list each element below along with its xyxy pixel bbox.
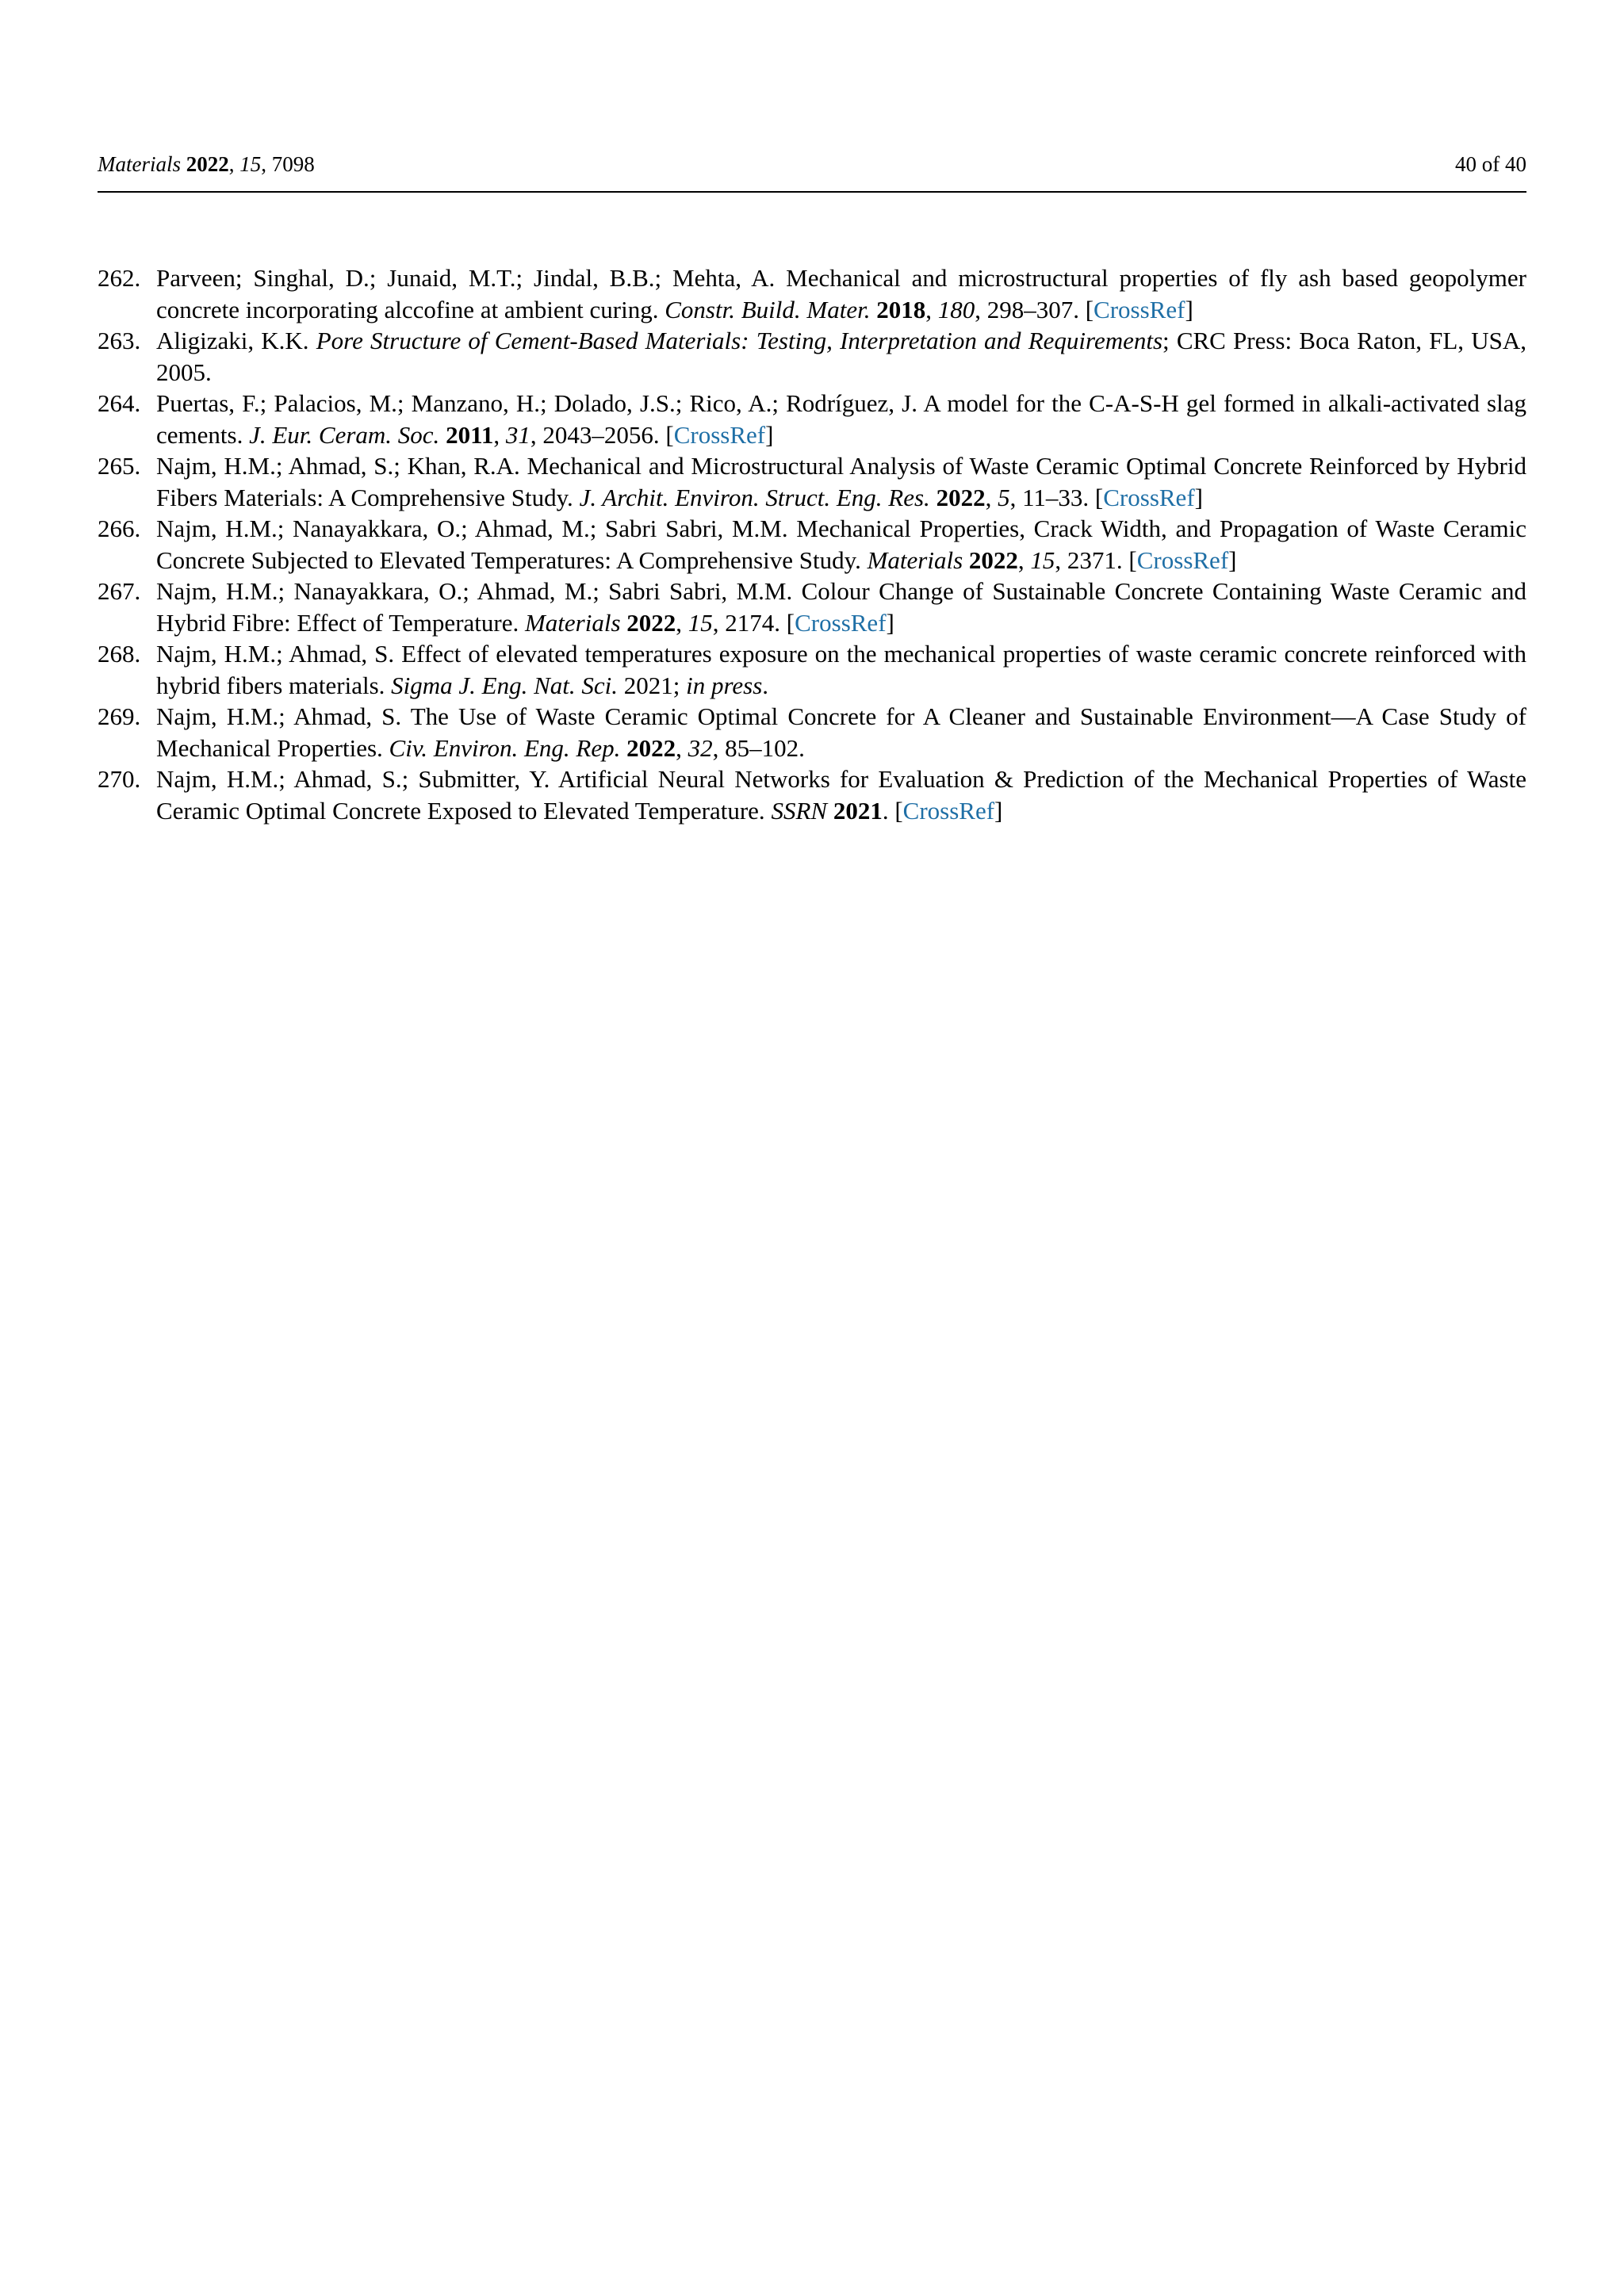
- reference-volume: 32: [688, 733, 713, 762]
- reference-item: [98, 576, 1526, 638]
- header-volume: 15: [239, 152, 262, 176]
- reference-number: 264.: [98, 389, 141, 417]
- reference-year: 2022: [626, 608, 676, 637]
- reference-authors: Najm, H.M.; Ahmad, S.: [156, 702, 411, 730]
- reference-number: 268.: [98, 640, 141, 668]
- reference-journal: J. Eur. Ceram. Soc.: [249, 420, 440, 449]
- reference-year: 2021: [833, 796, 883, 825]
- reference-journal: Civ. Environ. Eng. Rep.: [389, 733, 621, 762]
- crossref-link[interactable]: CrossRef: [673, 420, 766, 449]
- reference-pages: 2371: [1067, 545, 1116, 574]
- header-year: 2022: [186, 152, 229, 176]
- reference-text: Parveen; Singhal, D.; Junaid, M.T.; Jindal, B.B.; Mehta, A. Mechanical and microstructural properties of fly ash based geopolymer concrete incorporating alccofine at ambient curing. Constr. Build. Mater. 2018, 180, 298–307. [CrossRef]: [156, 264, 1526, 323]
- reference-item: [98, 638, 1526, 701]
- reference-year: 2011: [446, 420, 494, 449]
- reference-number: 270.: [98, 765, 141, 793]
- reference-authors: Najm, H.M.; Ahmad, S.: [156, 640, 402, 668]
- reference-year: 2022: [968, 545, 1018, 574]
- reference-journal: Materials: [524, 608, 621, 637]
- reference-pages: 298–307: [986, 295, 1074, 323]
- reference-item: [98, 763, 1526, 826]
- reference-authors: Najm, H.M.; Nanayakkara, O.; Ahmad, M.; Sabri Sabri, M.M.: [156, 515, 797, 542]
- reference-title: Mechanical and microstructural properties of fly ash based geopolymer concrete incorporating alccofine at ambient curing.: [156, 264, 1526, 323]
- crossref-link[interactable]: CrossRef: [795, 608, 887, 637]
- reference-item: [98, 450, 1526, 513]
- reference-authors: Najm, H.M.; Nanayakkara, O.; Ahmad, M.; Sabri Sabri, M.M.: [156, 577, 802, 605]
- reference-item: [98, 513, 1526, 576]
- reference-journal: Sigma J. Eng. Nat. Sci.: [391, 671, 618, 699]
- header-article: 7098: [271, 152, 315, 176]
- reference-journal: Constr. Build. Mater.: [665, 295, 871, 323]
- reference-end: .: [762, 671, 769, 699]
- page-indicator: 40 of 40: [1455, 152, 1526, 176]
- reference-item: [98, 325, 1526, 388]
- citation-header: Materials 2022, 15, 7098: [98, 152, 315, 176]
- reference-text: [156, 638, 1526, 701]
- reference-title: Mechanical and Microstructural Analysis of Waste Ceramic Optimal Concrete Reinforced by Hybrid Fibers Materials: A Comprehensive Study.: [156, 452, 1526, 511]
- reference-text: Najm, H.M.; Ahmad, S. The Use of Waste Ceramic Optimal Concrete for A Cleaner and Sustainable Environment—A Case Study of Mechanical Properties. Civ. Environ. Eng. Rep. 2022, 32, 85–102.: [156, 702, 1526, 762]
- reference-journal: Materials: [867, 545, 963, 574]
- reference-text: Najm, H.M.; Nanayakkara, O.; Ahmad, M.; Sabri Sabri, M.M. Colour Change of Sustainable Concrete Containing Waste Ceramic and Hybrid Fibre: Effect of Temperature. Materials 2022, 15, 2174. [CrossRef]: [156, 577, 1526, 637]
- reference-authors: Aligizaki, K.K.: [156, 327, 316, 354]
- reference-journal: SSRN: [771, 796, 828, 825]
- reference-title: Colour Change of Sustainable Concrete Containing Waste Ceramic and Hybrid Fibre: Effect of Temperature.: [156, 577, 1526, 637]
- reference-book-title: Pore Structure of Cement-Based Materials: Testing, Interpretation and Requirements: [316, 327, 1163, 354]
- reference-title: The Use of Waste Ceramic Optimal Concrete for A Cleaner and Sustainable Environment—A Case Study of Mechanical Properties.: [156, 702, 1526, 762]
- reference-year: 2018: [876, 295, 926, 323]
- reference-volume: 31: [505, 420, 530, 449]
- reference-number: 265.: [98, 452, 141, 480]
- header-rule: [98, 191, 1526, 193]
- reference-text: Najm, H.M.; Nanayakkara, O.; Ahmad, M.; Sabri Sabri, M.M. Mechanical Properties, Crack Width, and Propagation of Waste Ceramic Concrete Subjected to Elevated Temperatures: A Comprehensive Study. Materials 2022, 15, 2371. [CrossRef]: [156, 515, 1526, 574]
- reference-title: Effect of elevated temperatures exposure on the mechanical properties of waste ceramic concrete reinforced with hybrid fibers materials.: [156, 640, 1526, 699]
- reference-volume: 15: [1030, 545, 1055, 574]
- reference-pages: 2043–2056: [542, 420, 653, 449]
- reference-title: Artificial Neural Networks for Evaluation & Prediction of the Mechanical Properties of Waste Ceramic Optimal Concrete Exposed to Elevated Temperature.: [156, 765, 1526, 825]
- crossref-link[interactable]: CrossRef: [902, 796, 995, 825]
- reference-number: 269.: [98, 702, 141, 730]
- crossref-link[interactable]: CrossRef: [1094, 295, 1185, 323]
- reference-item: [98, 262, 1526, 325]
- reference-pages: 2174: [725, 608, 775, 637]
- reference-pages: 85–102: [725, 733, 799, 762]
- running-header: [98, 151, 1526, 178]
- reference-item: [98, 701, 1526, 763]
- reference-title: Mechanical Properties, Crack Width, and Propagation of Waste Ceramic Concrete Subjected to Elevated Temperatures: A Comprehensive Study.: [156, 515, 1526, 574]
- reference-publisher: ; CRC Press: Boca Raton, FL, USA, 2005.: [156, 327, 1526, 386]
- reference-item: [98, 388, 1526, 450]
- crossref-link[interactable]: CrossRef: [1136, 545, 1229, 574]
- reference-text: Puertas, F.; Palacios, M.; Manzano, H.; Dolado, J.S.; Rico, A.; Rodríguez, J. A model for the C-A-S-H gel formed in alkali-activated slag cements. J. Eur. Ceram. Soc. 2011, 31, 2043–2056. [CrossRef]: [156, 389, 1526, 449]
- reference-number: 266.: [98, 515, 141, 542]
- reference-year: 2021;: [618, 671, 687, 699]
- reference-volume: 180: [937, 295, 975, 323]
- reference-title: A model for the C-A-S-H gel formed in alkali-activated slag cements.: [156, 389, 1526, 449]
- reference-list: [98, 262, 1526, 826]
- journal-name: Materials: [98, 152, 181, 176]
- reference-text: Najm, H.M.; Ahmad, S.; Submitter, Y. Artificial Neural Networks for Evaluation & Prediction of the Mechanical Properties of Waste Ceramic Optimal Concrete Exposed to Elevated Temperature. SSRN 2021. [CrossRef]: [156, 765, 1526, 825]
- reference-text: [156, 325, 1526, 388]
- reference-authors: Najm, H.M.; Ahmad, S.; Submitter, Y.: [156, 765, 558, 793]
- reference-number: 262.: [98, 264, 141, 292]
- reference-year: 2022: [936, 483, 986, 511]
- reference-status: in press: [686, 671, 763, 699]
- reference-text: Najm, H.M.; Ahmad, S.; Khan, R.A. Mechanical and Microstructural Analysis of Waste Ceramic Optimal Concrete Reinforced by Hybrid Fibers Materials: A Comprehensive Study. J. Archit. Environ. Struct. Eng. Res. 2022, 5, 11–33. [CrossRef]: [156, 452, 1526, 511]
- reference-authors: Parveen; Singhal, D.; Junaid, M.T.; Jindal, B.B.; Mehta, A.: [156, 264, 787, 292]
- crossref-link[interactable]: CrossRef: [1103, 483, 1195, 511]
- reference-journal: J. Archit. Environ. Struct. Eng. Res.: [579, 483, 930, 511]
- reference-number: 263.: [98, 327, 141, 354]
- reference-volume: 5: [998, 483, 1010, 511]
- reference-number: 267.: [98, 577, 141, 605]
- reference-volume: 15: [688, 608, 713, 637]
- reference-authors: Puertas, F.; Palacios, M.; Manzano, H.; Dolado, J.S.; Rico, A.; Rodríguez, J.: [156, 389, 924, 417]
- reference-year: 2022: [626, 733, 676, 762]
- reference-authors: Najm, H.M.; Ahmad, S.; Khan, R.A.: [156, 452, 527, 480]
- reference-pages: 11–33: [1022, 483, 1083, 511]
